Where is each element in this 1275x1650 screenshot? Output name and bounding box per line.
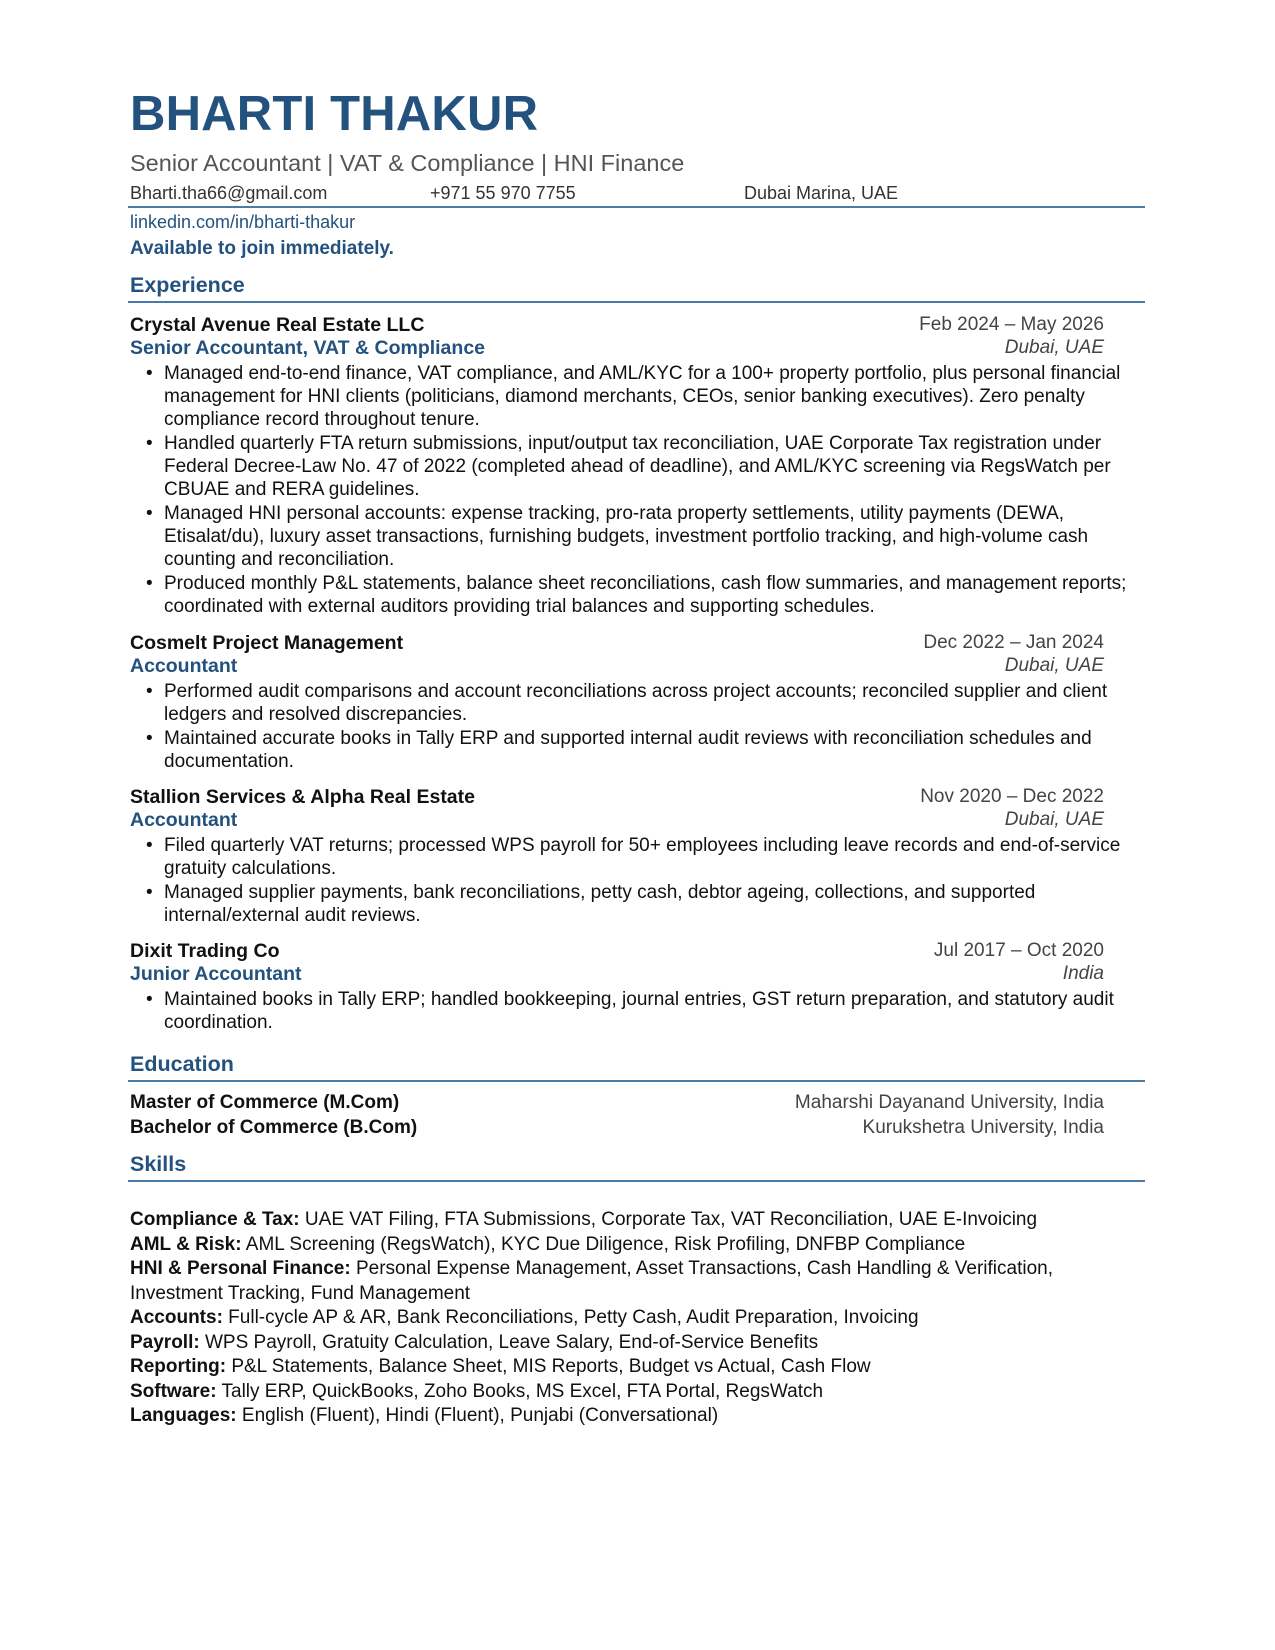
job-bullet: • Filed quarterly VAT returns; processed WPS payroll for 50+ employees including leave records and end-of-service gratuity calculations. (146, 834, 1136, 880)
section-title-education: Education (130, 1052, 234, 1076)
job-dates: Feb 2024 – May 2026 (919, 314, 1104, 335)
job-role: Accountant (130, 809, 238, 831)
job-location: India (1062, 963, 1104, 984)
job-company: Cosmelt Project Management (130, 632, 404, 654)
skill-row (130, 1331, 1130, 1356)
skill-row (130, 1404, 1130, 1429)
skill-value: English (Fluent), Hindi (Fluent), Punjabi (Conversational) (236, 1405, 719, 1426)
section-title-skills: Skills (130, 1152, 187, 1176)
candidate-name: BHARTI THAKUR (130, 87, 539, 141)
skill-value: Tally ERP, QuickBooks, Zoho Books, MS Excel, FTA Portal, RegsWatch (216, 1380, 824, 1402)
skill-row (130, 1208, 1130, 1233)
skill-label: Payroll: (130, 1331, 200, 1353)
job-dates: Dec 2022 – Jan 2024 (923, 632, 1104, 653)
education-divider (128, 1080, 1145, 1082)
skill-label: Languages: (130, 1405, 237, 1426)
candidate-headline: Senior Accountant | VAT & Compliance | HNI Finance (130, 150, 685, 176)
job-location: Dubai, UAE (1004, 809, 1104, 830)
job-dates: Nov 2020 – Dec 2022 (920, 786, 1104, 807)
header-divider (128, 206, 1145, 208)
job-bullet: • Managed supplier payments, bank reconciliations, petty cash, debtor ageing, collections, and supported internal/external audit reviews. (146, 881, 1136, 927)
job-role: Accountant (130, 655, 238, 677)
experience-divider (128, 301, 1145, 303)
location-text: Dubai Marina, UAE (744, 183, 899, 203)
job-bullets (146, 680, 1136, 774)
skills-list (130, 1208, 1130, 1429)
job-location: Dubai, UAE (1004, 337, 1104, 358)
education-degree: Bachelor of Commerce (B.Com) (130, 1117, 418, 1138)
availability-note: Available to join immediately. (130, 238, 394, 259)
skill-row (130, 1257, 1130, 1306)
skill-row (130, 1233, 1130, 1258)
job-bullet: • Maintained accurate books in Tally ERP and supported internal audit reviews with reconciliation schedules and documentation. (146, 727, 1136, 773)
skill-label: HNI & Personal Finance: (130, 1258, 351, 1279)
education-degree: Master of Commerce (M.Com) (130, 1092, 400, 1113)
skill-value: Personal Expense Management, Asset Transactions, Cash Handling & Verification, Investment Tracking, Fund Management (130, 1258, 1054, 1304)
job-location: Dubai, UAE (1004, 655, 1104, 676)
job-bullets (146, 362, 1136, 619)
job-bullets (146, 988, 1136, 1035)
education-university: Kurukshetra University, India (862, 1117, 1104, 1138)
education-university: Maharshi Dayanand University, India (794, 1092, 1104, 1113)
skill-label: Reporting: (130, 1356, 227, 1377)
skill-value: AML Screening (RegsWatch), KYC Due Diligence, Risk Profiling, DNFBP Compliance (241, 1233, 966, 1255)
job-company: Dixit Trading Co (130, 940, 280, 962)
phone-number[interactable]: +971 55 970 7755 (430, 183, 576, 203)
job-bullet: • Managed end-to-end finance, VAT compliance, and AML/KYC for a 100+ property portfolio, plus personal financial management for HNI clients (politicians, diamond merchants, CEOs, senior banking executives). Zero penalty compliance record throughout tenure. (146, 362, 1136, 431)
job-role: Junior Accountant (130, 963, 302, 985)
skill-label: Software: (130, 1380, 217, 1402)
job-role: Senior Accountant, VAT & Compliance (130, 337, 486, 359)
skill-value: P&L Statements, Balance Sheet, MIS Reports, Budget vs Actual, Cash Flow (226, 1356, 871, 1377)
job-bullets (146, 834, 1136, 928)
job-bullet: • Handled quarterly FTA return submissions, input/output tax reconciliation, UAE Corporate Tax registration under Federal Decree-Law No. 47 of 2022 (completed ahead of deadline), and AML/KYC screening via RegsWatch per CBUAE and RERA guidelines. (146, 432, 1136, 501)
job-bullet: • Produced monthly P&L statements, balance sheet reconciliations, cash flow summaries, and management reports; coordinated with external auditors providing trial balances and supporting schedules. (146, 572, 1136, 618)
job-company: Stallion Services & Alpha Real Estate (130, 786, 475, 808)
skill-row (130, 1380, 1130, 1405)
job-bullet: • Performed audit comparisons and account reconciliations across project accounts; reconciled supplier and client ledgers and resolved discrepancies. (146, 680, 1136, 726)
job-company: Crystal Avenue Real Estate LLC (130, 314, 425, 336)
skills-divider (128, 1180, 1145, 1182)
job-dates: Jul 2017 – Oct 2020 (933, 940, 1104, 961)
skill-value: Full-cycle AP & AR, Bank Reconciliations, Petty Cash, Audit Preparation, Invoicing (222, 1307, 919, 1328)
email-address[interactable]: Bharti.tha66@gmail.com (130, 183, 328, 203)
job-bullet: • Managed HNI personal accounts: expense tracking, pro-rata property settlements, utility payments (DEWA, Etisalat/du), luxury asset transactions, furnishing budgets, investment portfolio tracking, and high-volume cash counting and reconciliation. (146, 502, 1136, 571)
skill-value: UAE VAT Filing, FTA Submissions, Corporate Tax, VAT Reconciliation, UAE E-Invoicing (299, 1209, 1038, 1230)
skill-row (130, 1306, 1130, 1331)
skill-label: Accounts: (130, 1307, 223, 1328)
skill-label: Compliance & Tax: (130, 1209, 300, 1230)
linkedin-link[interactable]: linkedin.com/in/bharti-thakur (130, 212, 356, 232)
skill-row (130, 1355, 1130, 1380)
job-bullet: • Maintained books in Tally ERP; handled bookkeeping, journal entries, GST return preparation, and statutory audit coordination. (146, 988, 1136, 1034)
section-title-experience: Experience (130, 273, 245, 297)
skill-value: WPS Payroll, Gratuity Calculation, Leave Salary, End-of-Service Benefits (199, 1331, 819, 1353)
skill-label: AML & Risk: (130, 1233, 242, 1255)
